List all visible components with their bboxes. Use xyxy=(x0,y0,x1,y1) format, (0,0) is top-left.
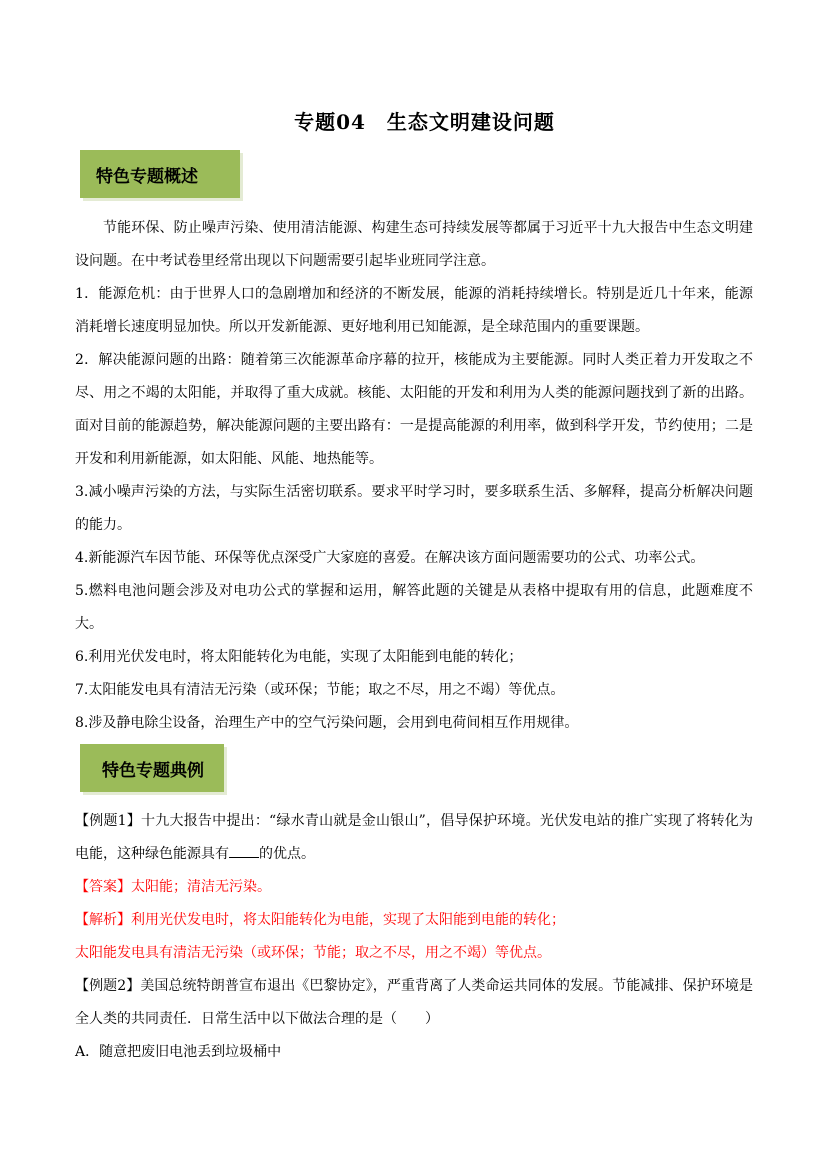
overview-item-7: 7.太阳能发电具有清洁无污染（或环保；节能；取之不尽，用之不竭）等优点。 xyxy=(75,682,565,698)
overview-item-8: 8.涉及静电除尘设备，治理生产中的空气污染问题，会用到电荷间相互作用规律。 xyxy=(75,715,579,731)
example-2-tag: 【例题2】 xyxy=(75,978,141,994)
example-1-analysis xyxy=(75,904,753,937)
example-1-answer xyxy=(75,871,753,904)
overview-item-1: 1．能源危机：由于世界人口的急剧增加和经济的不断发展，能源的消耗持续增长。特别是近几十年来，能源消耗增长速度明显加快。所以开发新能源、更好地利用已知能源，是全球范围内的重要课题。 xyxy=(75,286,753,335)
overview-item-6: 6.利用光伏发电时，将太阳能转化为电能，实现了太阳能到电能的转化； xyxy=(75,649,523,665)
overview-item-3: 3.减小噪声污染的方法，与实际生活密切联系。要求平时学习时，要多联系生活、多解释，提高分析解决问题的能力。 xyxy=(75,484,753,533)
page-title: 专题04 生态文明建设问题 xyxy=(294,110,555,134)
analysis-text-1: 利用光伏发电时，将太阳能转化为电能，实现了太阳能到电能的转化； xyxy=(131,912,565,928)
section-header-examples-label: 特色专题典例 xyxy=(102,760,204,781)
section-header-overview xyxy=(80,150,240,198)
overview-item-4: 4.新能源汽车因节能、环保等优点深受广大家庭的喜爱。在解决该方面问题需要功的公式、功率公式。 xyxy=(75,550,705,566)
example-2-question xyxy=(75,970,753,1036)
answer-blank xyxy=(229,843,259,858)
section-header-examples xyxy=(80,744,224,792)
example-1-question-text: 十九大报告中提出：“绿水青山就是金山银山”，倡导保护环境。光伏发电站的推广实现了将转化为电能，这种绿色能源具有 xyxy=(75,813,753,862)
answer-text: 太阳能；清洁无污染。 xyxy=(131,879,271,895)
answer-tag: 【答案】 xyxy=(75,879,131,895)
analysis-tag: 【解析】 xyxy=(75,912,131,928)
example-1-question-end: 的优点。 xyxy=(259,846,315,862)
overview-intro: 节能环保、防止噪声污染、使用清洁能源、构建生态可持续发展等都属于习近平十九大报告中生态文明建设问题。在中考试卷里经常出现以下问题需要引起毕业班同学注意。 xyxy=(75,220,753,269)
example-2-option-a: A．随意把废旧电池丢到垃圾桶中 xyxy=(75,1044,282,1060)
overview-item-2: 2．解决能源问题的出路：随着第三次能源革命序幕的拉开，核能成为主要能源。同时人类正着力开发取之不尽、用之不竭的太阳能，并取得了重大成就。核能、太阳能的开发和利用为人类的能源问题找到了新的出路。面对目前的能源趋势，解决能源问题的主要出路有：一是提高能源的利用率，做到科学开发，节约使用；二是开发和利用新能源，如太阳能、风能、地热能等。 xyxy=(75,352,753,467)
example-1-tag: 【例题1】 xyxy=(75,813,142,829)
example-1-question xyxy=(75,805,753,871)
overview-item-5: 5.燃料电池问题会涉及对电功公式的掌握和运用，解答此题的关键是从表格中提取有用的信息，此题难度不大。 xyxy=(75,583,753,632)
section-header-overview-label: 特色专题概述 xyxy=(96,166,198,187)
example-2-question-text: 美国总统特朗普宣布退出《巴黎协定》，严重背离了人类命运共同体的发展。节能减排、保护环境是全人类的共同责任．日常生活中以下做法合理的是（ ） xyxy=(75,978,753,1027)
example-1-analysis-continued: 太阳能发电具有清洁无污染（或环保；节能；取之不尽，用之不竭）等优点。 xyxy=(75,945,551,961)
